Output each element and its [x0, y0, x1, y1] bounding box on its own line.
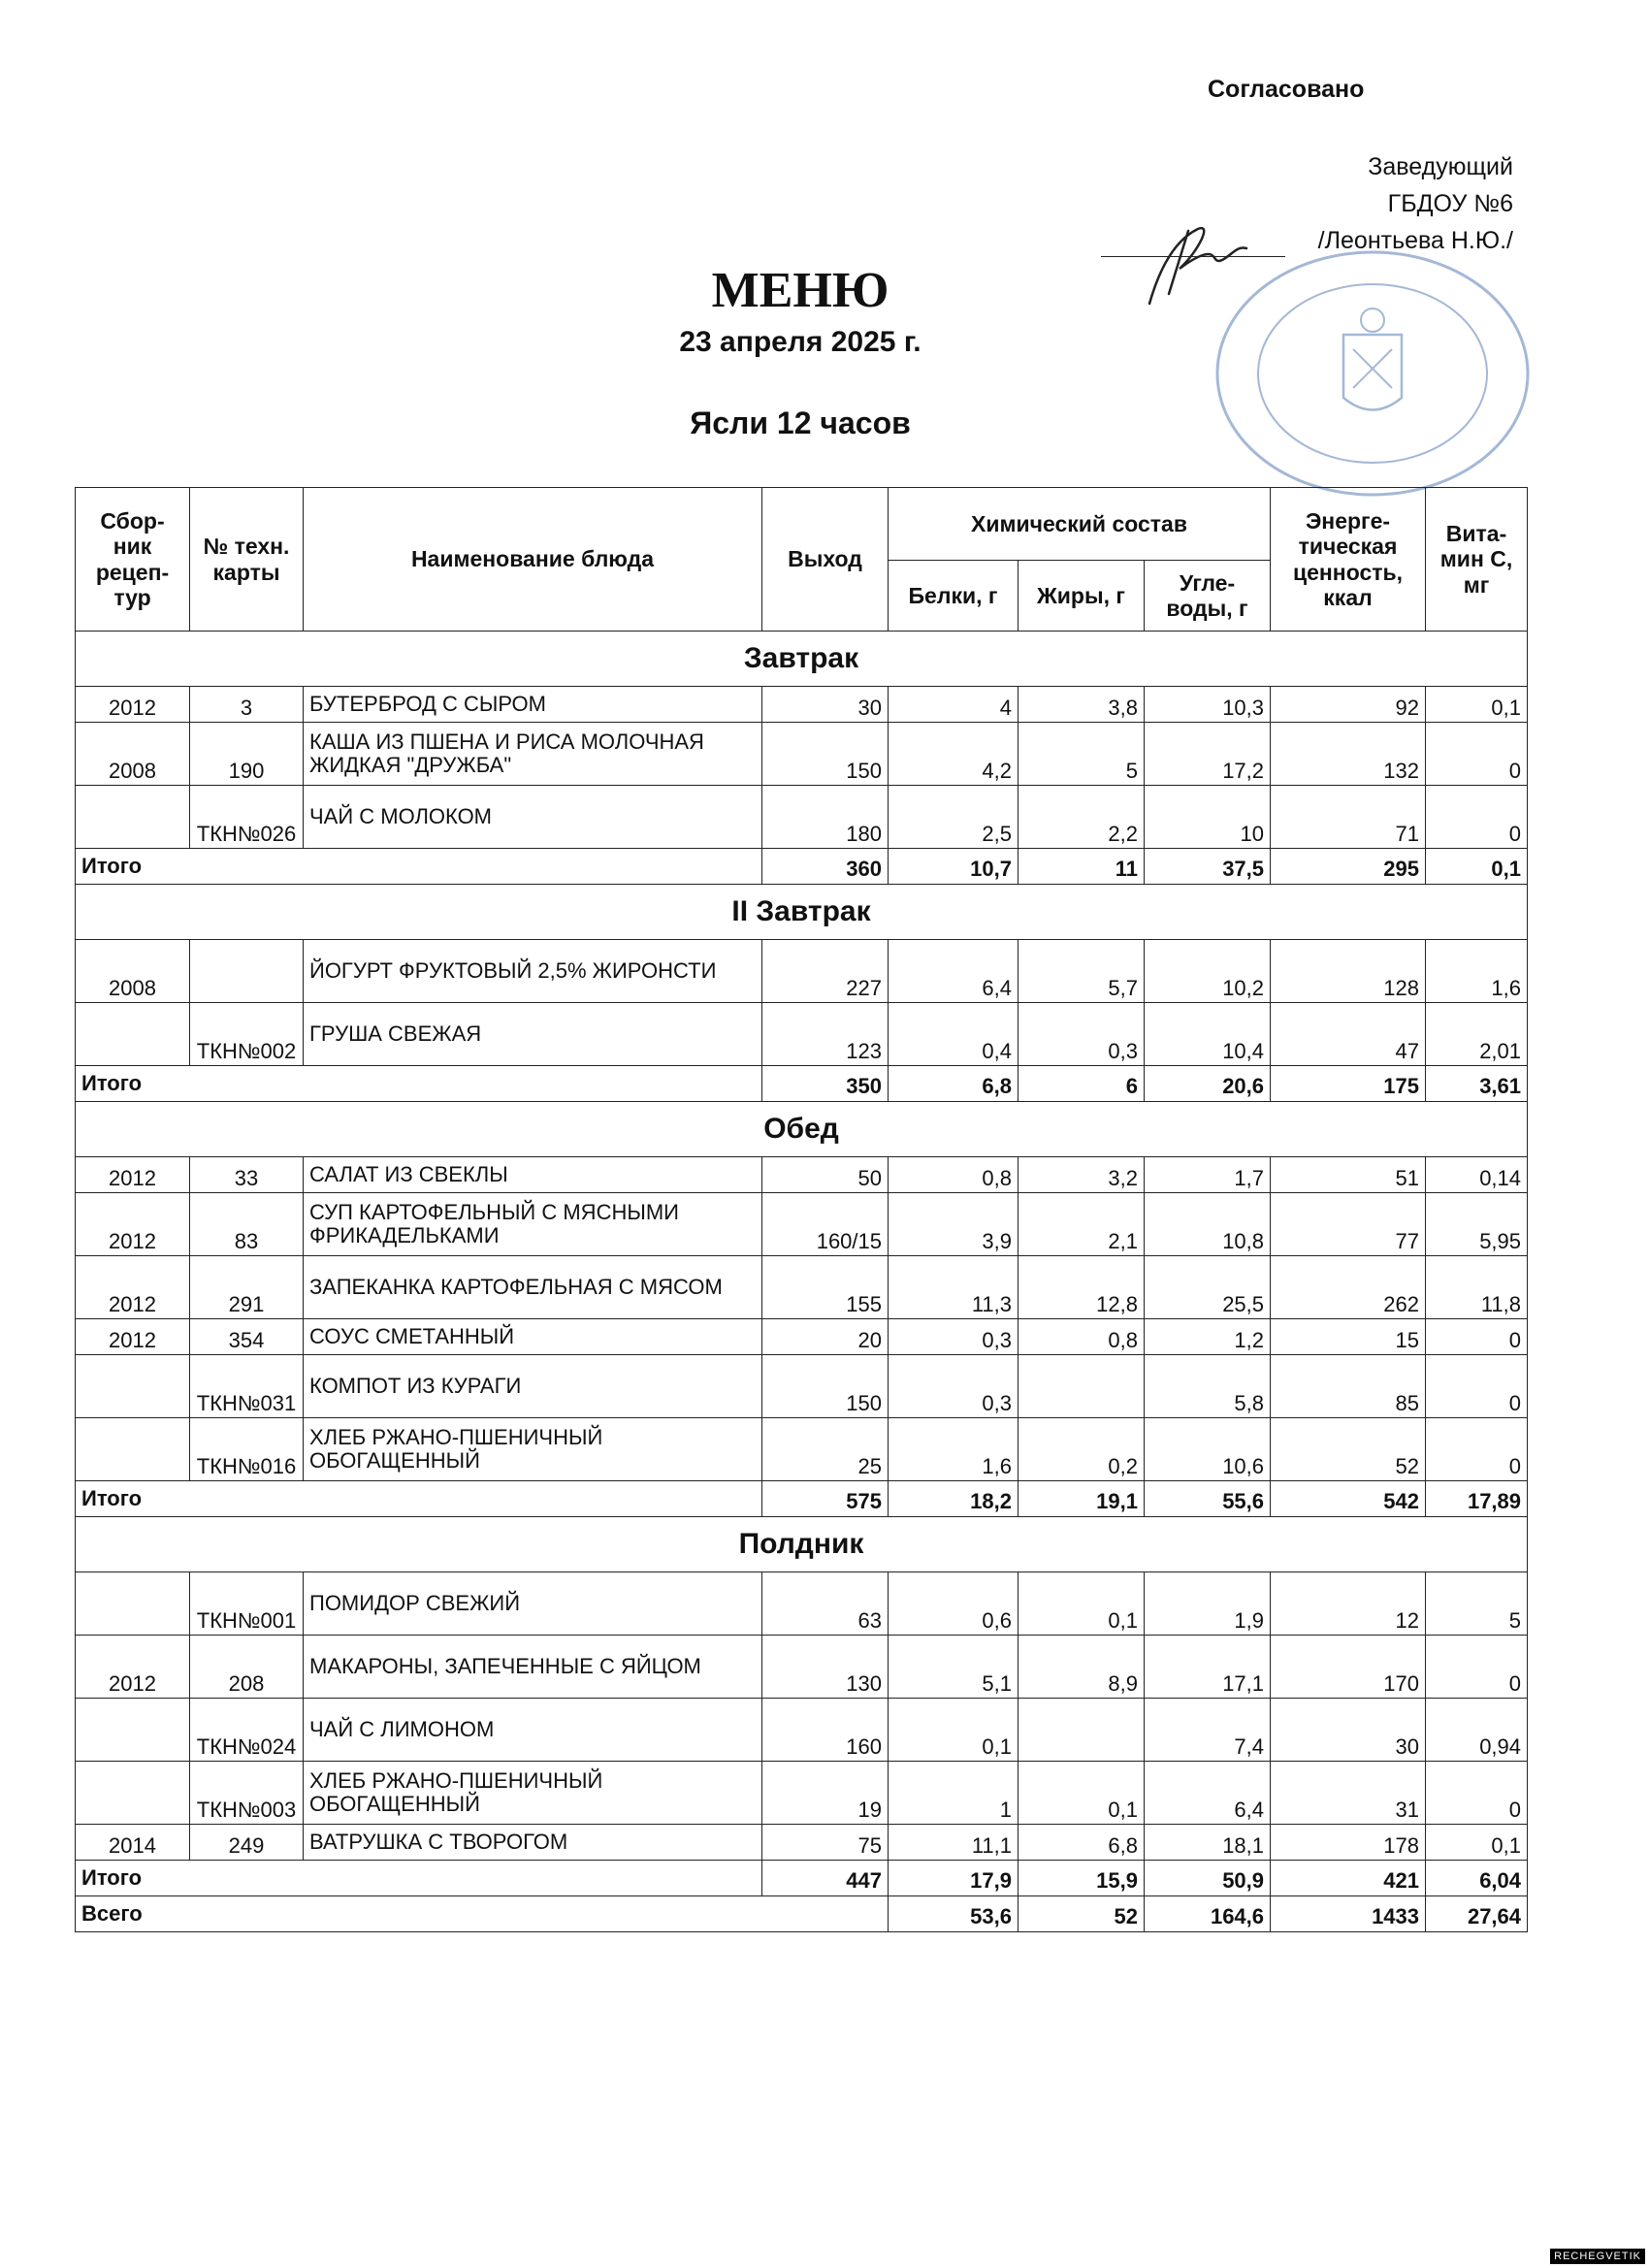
approval-position: Заведующий	[1368, 153, 1513, 180]
table-row	[76, 1825, 1528, 1861]
vitamin-cell: 0	[1426, 723, 1528, 786]
output-cell: 123	[762, 1003, 889, 1066]
output-cell: 150	[762, 723, 889, 786]
recipe-book-cell	[76, 1355, 190, 1418]
table-row	[76, 1762, 1528, 1825]
carbs-cell: 10,2	[1145, 940, 1271, 1003]
total-label: Итого	[76, 1481, 762, 1517]
vitamin-cell: 2,01	[1426, 1003, 1528, 1066]
header-chemical-composition: Химический состав	[889, 488, 1271, 561]
energy-cell: 178	[1271, 1825, 1426, 1861]
protein-cell: 1,6	[889, 1418, 1018, 1481]
approval-org: ГБДОУ №6	[1387, 190, 1513, 217]
total-vitamin: 0,1	[1426, 849, 1528, 885]
carbs-cell: 6,4	[1145, 1762, 1271, 1825]
fat-cell: 12,8	[1018, 1256, 1145, 1319]
recipe-book-cell	[76, 1762, 190, 1825]
recipe-book-cell: 2008	[76, 723, 190, 786]
output-cell: 20	[762, 1319, 889, 1355]
carbs-cell: 7,4	[1145, 1699, 1271, 1762]
total-output: 575	[762, 1481, 889, 1517]
energy-cell: 85	[1271, 1355, 1426, 1418]
total-row	[76, 1861, 1528, 1896]
header-energy: Энерге-тическая ценность, ккал	[1271, 488, 1426, 632]
total-label: Итого	[76, 1861, 762, 1896]
vitamin-cell: 0	[1426, 1319, 1528, 1355]
total-protein: 17,9	[889, 1861, 1018, 1896]
energy-cell: 132	[1271, 723, 1426, 786]
protein-cell: 0,4	[889, 1003, 1018, 1066]
tech-card-cell: ТКН№001	[190, 1572, 304, 1636]
protein-cell: 0,1	[889, 1699, 1018, 1762]
output-cell: 19	[762, 1762, 889, 1825]
section-header-row	[76, 1102, 1528, 1157]
grand-total-fat: 52	[1018, 1896, 1145, 1932]
recipe-book-cell	[76, 1418, 190, 1481]
table-row	[76, 1256, 1528, 1319]
recipe-book-cell: 2008	[76, 940, 190, 1003]
dish-name-cell: МАКАРОНЫ, ЗАПЕЧЕННЫЕ С ЯЙЦОМ	[304, 1636, 762, 1699]
total-carbs: 55,6	[1145, 1481, 1271, 1517]
tech-card-cell: ТКН№024	[190, 1699, 304, 1762]
fat-cell: 5	[1018, 723, 1145, 786]
vitamin-cell: 5	[1426, 1572, 1528, 1636]
carbs-cell: 10,8	[1145, 1193, 1271, 1256]
header-dish-name: Наименование блюда	[304, 488, 762, 632]
carbs-cell: 10,4	[1145, 1003, 1271, 1066]
vitamin-cell: 0,14	[1426, 1157, 1528, 1193]
dish-name-cell: СОУС СМЕТАННЫЙ	[304, 1319, 762, 1355]
fat-cell: 2,1	[1018, 1193, 1145, 1256]
recipe-book-cell	[76, 786, 190, 849]
tech-card-cell: ТКН№002	[190, 1003, 304, 1066]
section-title: Полдник	[76, 1517, 1528, 1572]
carbs-cell: 18,1	[1145, 1825, 1271, 1861]
energy-cell: 92	[1271, 687, 1426, 723]
fat-cell: 0,1	[1018, 1762, 1145, 1825]
output-cell: 155	[762, 1256, 889, 1319]
tech-card-cell: 208	[190, 1636, 304, 1699]
energy-cell: 71	[1271, 786, 1426, 849]
section-header-row	[76, 1517, 1528, 1572]
dish-name-cell: СУП КАРТОФЕЛЬНЫЙ С МЯСНЫМИ ФРИКАДЕЛЬКАМИ	[304, 1193, 762, 1256]
approval-title: Согласовано	[1208, 76, 1365, 103]
grand-total-energy: 1433	[1271, 1896, 1426, 1932]
dish-name-cell: БУТЕРБРОД С СЫРОМ	[304, 687, 762, 723]
recipe-book-cell	[76, 1699, 190, 1762]
output-cell: 25	[762, 1418, 889, 1481]
output-cell: 130	[762, 1636, 889, 1699]
dish-name-cell: ХЛЕБ РЖАНО-ПШЕНИЧНЫЙ ОБОГАЩЕННЫЙ	[304, 1418, 762, 1481]
total-output: 447	[762, 1861, 889, 1896]
header-vitamin-c: Вита-мин С, мг	[1426, 488, 1528, 632]
fat-cell: 0,8	[1018, 1319, 1145, 1355]
fat-cell: 3,2	[1018, 1157, 1145, 1193]
protein-cell: 11,1	[889, 1825, 1018, 1861]
total-carbs: 50,9	[1145, 1861, 1271, 1896]
vitamin-cell: 1,6	[1426, 940, 1528, 1003]
fat-cell	[1018, 1699, 1145, 1762]
dish-name-cell: ВАТРУШКА С ТВОРОГОМ	[304, 1825, 762, 1861]
grand-total-vitamin: 27,64	[1426, 1896, 1528, 1932]
output-cell: 160	[762, 1699, 889, 1762]
tech-card-cell	[190, 940, 304, 1003]
tech-card-cell: 190	[190, 723, 304, 786]
total-protein: 10,7	[889, 849, 1018, 885]
energy-cell: 77	[1271, 1193, 1426, 1256]
output-cell: 160/15	[762, 1193, 889, 1256]
vitamin-cell: 0	[1426, 1762, 1528, 1825]
energy-cell: 51	[1271, 1157, 1426, 1193]
tech-card-cell: ТКН№031	[190, 1355, 304, 1418]
energy-cell: 15	[1271, 1319, 1426, 1355]
protein-cell: 0,8	[889, 1157, 1018, 1193]
tech-card-cell: 291	[190, 1256, 304, 1319]
total-vitamin: 3,61	[1426, 1066, 1528, 1102]
table-row	[76, 1572, 1528, 1636]
output-cell: 227	[762, 940, 889, 1003]
section-title: Обед	[76, 1102, 1528, 1157]
grand-total-protein: 53,6	[889, 1896, 1018, 1932]
table-row	[76, 1193, 1528, 1256]
recipe-book-cell: 2012	[76, 1157, 190, 1193]
header-protein: Белки, г	[889, 561, 1018, 632]
total-fat: 11	[1018, 849, 1145, 885]
fat-cell: 3,8	[1018, 687, 1145, 723]
total-row	[76, 1481, 1528, 1517]
document-date: 23 апреля 2025 г.	[679, 326, 922, 358]
fat-cell: 0,2	[1018, 1418, 1145, 1481]
table-row	[76, 1699, 1528, 1762]
vitamin-cell: 0,1	[1426, 1825, 1528, 1861]
section-title: II Завтрак	[76, 885, 1528, 940]
vitamin-cell: 0	[1426, 1636, 1528, 1699]
protein-cell: 0,6	[889, 1572, 1018, 1636]
vitamin-cell: 0	[1426, 786, 1528, 849]
table-row	[76, 1003, 1528, 1066]
recipe-book-cell: 2012	[76, 1256, 190, 1319]
dish-name-cell: КОМПОТ ИЗ КУРАГИ	[304, 1355, 762, 1418]
tech-card-cell: ТКН№003	[190, 1762, 304, 1825]
fat-cell: 0,3	[1018, 1003, 1145, 1066]
table-row	[76, 1157, 1528, 1193]
output-cell: 75	[762, 1825, 889, 1861]
total-energy: 175	[1271, 1066, 1426, 1102]
fat-cell: 5,7	[1018, 940, 1145, 1003]
recipe-book-cell	[76, 1003, 190, 1066]
header-fat: Жиры, г	[1018, 561, 1145, 632]
header-carbs: Угле-воды, г	[1145, 561, 1271, 632]
tech-card-cell: ТКН№026	[190, 786, 304, 849]
energy-cell: 52	[1271, 1418, 1426, 1481]
tech-card-cell: ТКН№016	[190, 1418, 304, 1481]
total-protein: 18,2	[889, 1481, 1018, 1517]
header-output: Выход	[762, 488, 889, 632]
total-carbs: 20,6	[1145, 1066, 1271, 1102]
grand-total-label: Всего	[76, 1896, 889, 1932]
carbs-cell: 17,1	[1145, 1636, 1271, 1699]
dish-name-cell: ЧАЙ С ЛИМОНОМ	[304, 1699, 762, 1762]
energy-cell: 30	[1271, 1699, 1426, 1762]
carbs-cell: 5,8	[1145, 1355, 1271, 1418]
dish-name-cell: КАША ИЗ ПШЕНА И РИСА МОЛОЧНАЯ ЖИДКАЯ "ДРУЖБА"	[304, 723, 762, 786]
document-group: Ясли 12 часов	[690, 405, 911, 440]
vitamin-cell: 0,94	[1426, 1699, 1528, 1762]
fat-cell	[1018, 1355, 1145, 1418]
protein-cell: 4	[889, 687, 1018, 723]
total-label: Итого	[76, 849, 762, 885]
table-row	[76, 940, 1528, 1003]
table-row	[76, 1319, 1528, 1355]
tech-card-cell: 3	[190, 687, 304, 723]
recipe-book-cell: 2012	[76, 687, 190, 723]
output-cell: 150	[762, 1355, 889, 1418]
watermark-tag: RECHEGVETIK	[1550, 2249, 1645, 2264]
vitamin-cell: 0,1	[1426, 687, 1528, 723]
table-row	[76, 723, 1528, 786]
output-cell: 30	[762, 687, 889, 723]
energy-cell: 262	[1271, 1256, 1426, 1319]
energy-cell: 31	[1271, 1762, 1426, 1825]
table-row	[76, 1418, 1528, 1481]
carbs-cell: 1,7	[1145, 1157, 1271, 1193]
carbs-cell: 1,2	[1145, 1319, 1271, 1355]
grand-total-row	[76, 1896, 1528, 1932]
dish-name-cell: САЛАТ ИЗ СВЕКЛЫ	[304, 1157, 762, 1193]
recipe-book-cell: 2012	[76, 1636, 190, 1699]
tech-card-cell: 83	[190, 1193, 304, 1256]
protein-cell: 1	[889, 1762, 1018, 1825]
protein-cell: 11,3	[889, 1256, 1018, 1319]
protein-cell: 3,9	[889, 1193, 1018, 1256]
energy-cell: 12	[1271, 1572, 1426, 1636]
total-fat: 19,1	[1018, 1481, 1145, 1517]
fat-cell: 0,1	[1018, 1572, 1145, 1636]
vitamin-cell: 11,8	[1426, 1256, 1528, 1319]
output-cell: 63	[762, 1572, 889, 1636]
total-fat: 15,9	[1018, 1861, 1145, 1896]
energy-cell: 128	[1271, 940, 1426, 1003]
carbs-cell: 10	[1145, 786, 1271, 849]
total-output: 350	[762, 1066, 889, 1102]
recipe-book-cell	[76, 1572, 190, 1636]
vitamin-cell: 0	[1426, 1355, 1528, 1418]
protein-cell: 6,4	[889, 940, 1018, 1003]
total-vitamin: 6,04	[1426, 1861, 1528, 1896]
header-tech-card: № техн. карты	[190, 488, 304, 632]
protein-cell: 0,3	[889, 1319, 1018, 1355]
recipe-book-cell: 2012	[76, 1193, 190, 1256]
tech-card-cell: 33	[190, 1157, 304, 1193]
protein-cell: 4,2	[889, 723, 1018, 786]
total-energy: 421	[1271, 1861, 1426, 1896]
carbs-cell: 1,9	[1145, 1572, 1271, 1636]
total-energy: 542	[1271, 1481, 1426, 1517]
vitamin-cell: 5,95	[1426, 1193, 1528, 1256]
dish-name-cell: ЗАПЕКАНКА КАРТОФЕЛЬНАЯ С МЯСОМ	[304, 1256, 762, 1319]
table-row	[76, 1355, 1528, 1418]
grand-total-carbs: 164,6	[1145, 1896, 1271, 1932]
fat-cell: 2,2	[1018, 786, 1145, 849]
total-row	[76, 849, 1528, 885]
protein-cell: 5,1	[889, 1636, 1018, 1699]
total-label: Итого	[76, 1066, 762, 1102]
protein-cell: 2,5	[889, 786, 1018, 849]
approval-signer: /Леонтьева Н.Ю./	[1317, 227, 1513, 254]
total-fat: 6	[1018, 1066, 1145, 1102]
section-title: Завтрак	[76, 632, 1528, 687]
output-cell: 180	[762, 786, 889, 849]
section-header-row	[76, 632, 1528, 687]
energy-cell: 47	[1271, 1003, 1426, 1066]
total-vitamin: 17,89	[1426, 1481, 1528, 1517]
dish-name-cell: ЧАЙ С МОЛОКОМ	[304, 786, 762, 849]
energy-cell: 170	[1271, 1636, 1426, 1699]
table-row	[76, 1636, 1528, 1699]
carbs-cell: 25,5	[1145, 1256, 1271, 1319]
dish-name-cell: ГРУША СВЕЖАЯ	[304, 1003, 762, 1066]
tech-card-cell: 249	[190, 1825, 304, 1861]
carbs-cell: 10,3	[1145, 687, 1271, 723]
total-energy: 295	[1271, 849, 1426, 885]
table-row	[76, 687, 1528, 723]
vitamin-cell: 0	[1426, 1418, 1528, 1481]
carbs-cell: 10,6	[1145, 1418, 1271, 1481]
total-output: 360	[762, 849, 889, 885]
fat-cell: 6,8	[1018, 1825, 1145, 1861]
recipe-book-cell: 2012	[76, 1319, 190, 1355]
menu-table	[75, 487, 1528, 1932]
tech-card-cell: 354	[190, 1319, 304, 1355]
section-header-row	[76, 885, 1528, 940]
dish-name-cell: ХЛЕБ РЖАНО-ПШЕНИЧНЫЙ ОБОГАЩЕННЫЙ	[304, 1762, 762, 1825]
output-cell: 50	[762, 1157, 889, 1193]
header-recipe-book: Сбор-ник рецеп-тур	[76, 488, 190, 632]
document-title: МЕНЮ	[711, 263, 889, 318]
carbs-cell: 17,2	[1145, 723, 1271, 786]
fat-cell: 8,9	[1018, 1636, 1145, 1699]
total-protein: 6,8	[889, 1066, 1018, 1102]
recipe-book-cell: 2014	[76, 1825, 190, 1861]
table-row	[76, 786, 1528, 849]
total-row	[76, 1066, 1528, 1102]
total-carbs: 37,5	[1145, 849, 1271, 885]
protein-cell: 0,3	[889, 1355, 1018, 1418]
dish-name-cell: ПОМИДОР СВЕЖИЙ	[304, 1572, 762, 1636]
dish-name-cell: ЙОГУРТ ФРУКТОВЫЙ 2,5% ЖИРОНСТИ	[304, 940, 762, 1003]
